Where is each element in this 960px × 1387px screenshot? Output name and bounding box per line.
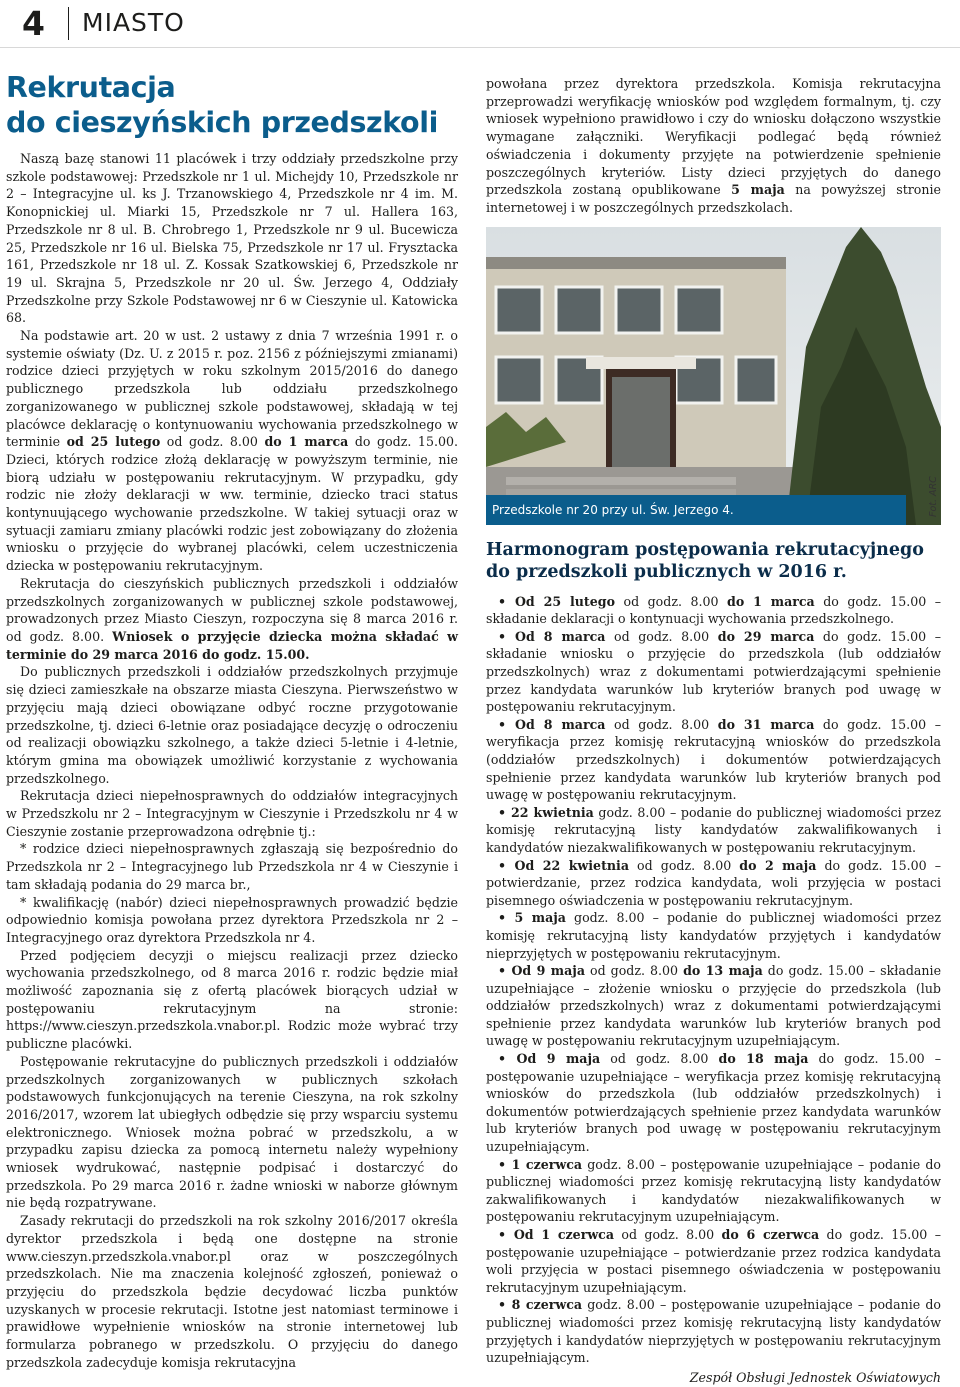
header-divider xyxy=(68,7,69,40)
article-paragraph-continued xyxy=(486,75,941,217)
bold-run: 5 maja xyxy=(514,910,566,926)
bold-run: od 25 lutego xyxy=(66,434,161,450)
bullet-icon: • xyxy=(498,628,516,644)
article-body-left xyxy=(6,150,458,1372)
bold-run: 1 czerwca xyxy=(511,1156,583,1172)
bullet-icon: • xyxy=(498,593,515,609)
text-run: Naszą bazę stanowi 11 placówek i trzy oddziały przedszkolne przy szkole podstawowej: Przedszkole nr 1 ul. Michejdy 10, Przedszkole nr 2 – Integracyjne ul. ks J. Trzanowskiego 4, Przedszkole nr 4 im. M. Konopnickiej ul. Miarki 15, Przedszkole nr 7 ul. Hallera 163, Przedszkole nr 8 ul. B. Chrobrego 1, Przedszkole nr 9 ul. Bucewicza 25, Przedszkole nr 16 ul. Bielska 75, Przedszkole nr 17 ul. Frysztacka 161, Przedszkole nr 18 ul. Z. Kossak Szatkowskiej 6, Przedszkole nr 19 ul. Skrajna 5, Przedszkole nr 20 ul. Św. Jerzego 4, Oddziały Przedszkolne przy Szkole Podstawowej nr 6 w Cieszynie ul. Katowicka 68. xyxy=(6,151,458,326)
bold-run: Od 9 maja xyxy=(511,963,585,979)
page-number: 4 xyxy=(22,4,45,43)
section-name: MIASTO xyxy=(82,8,185,37)
schedule-item xyxy=(486,1296,941,1366)
schedule-list xyxy=(486,593,941,1367)
schedule-item xyxy=(486,1156,941,1226)
text-run: od godz. 8.00 xyxy=(628,857,740,873)
text-run: do godz. 15.00 – składanie deklaracji o kontynuacji wychowania przedszkolnego. xyxy=(486,593,942,627)
text-run: od godz. 8.00 xyxy=(605,628,718,644)
bold-run: do 2 maja xyxy=(739,857,817,873)
text-run: Przed podjęciem decyzji o miejscu realizacji przez dziecko wychowania przedszkolnego, od 8 marca 2016 r. rodzic będzie miał możliwość zapoznania się z ofertą placówek biorących udział w postępowaniu rekrutacyjnym na stronie: https://www.cieszyn.przedszkola.vnabor.pl. Rodzic może wybrać trzy publiczne placówki. xyxy=(6,947,458,1052)
bullet-icon: • xyxy=(498,1227,514,1242)
schedule-item xyxy=(486,628,941,716)
bold-run: 5 maja xyxy=(731,182,785,198)
article-paragraph xyxy=(6,840,458,893)
bold-run: do 1 marca xyxy=(727,593,815,609)
schedule-item xyxy=(486,804,941,857)
text-run: od godz. 8.00 xyxy=(614,593,728,609)
text-run: od godz. 8.00 xyxy=(605,716,718,732)
bullet-icon: • xyxy=(498,1156,512,1172)
text-run: na powyższej stronie internetowej i w poszczególnych przedszkolach. xyxy=(486,182,941,215)
article-title-line1: Rekrutacja xyxy=(6,71,176,104)
text-run: powołana przez dyrektora przedszkola. Komisja rekrutacyjna przeprowadzi weryfikację wniosków pod względem formalnym, tj. czy wniosek wypełniono prawidłowo i czy do wniosku dołączono wszystkie wymagane załączniki. Weryfikacji podlegać będą również oświadczenia i dokumenty przyjęte na potwierdzenie spełnienie poszczególnych kryteriów. Listy dzieci przyjętych do danego przedszkola zostaną opublikowane xyxy=(486,76,941,198)
text-run: godz. 8.00 – podanie do publicznej wiadomości przez komisję rekrutacyjną listy kandydatów zakwalifikowanych i kandydatów niezakwalifikowanych w postępowaniu rekrutacyjnym. xyxy=(486,804,942,855)
article-right-column xyxy=(486,75,941,1387)
text-run: do godz. 15.00 – postępowanie uzupełniające – weryfikacja przez komisję rekrutacyjną wniosków do przedszkola (lub oddziałów przedszkolnych) i dokumentów potwierdzających spełnienie przez kandydata warunków lub kryteriów branych pod uwagę w postępowaniu rekrutacyjnym uzupełniającym. xyxy=(486,1051,942,1155)
article-paragraph xyxy=(6,947,458,1053)
schedule-item xyxy=(486,716,941,804)
schedule-item xyxy=(486,1226,941,1296)
text-run: godz. 8.00 – podanie do publicznej wiadomości przez komisję rekrutacyjną listy kandydatów przyjętych i kandydatów nieprzyjętych w postępowaniu rekrutacyjnym. xyxy=(486,910,942,961)
article-left-column xyxy=(6,70,458,1372)
schedule-item xyxy=(486,593,941,628)
text-run: Na podstawie art. 20 w ust. 2 ustawy z dnia 7 września 1991 r. o systemie oświaty (Dz. U. z 2015 r. poz. 2156 z późniejszymi zmianami) rodzice dzieci przyjętych w roku szkolnym 2015/2016 do danego publicznego przedszkola lub oddziału przedszkolnego zorganizowanego w publicznej szkole podstawowej, składają w tej placówce deklarację o kontynuowaniu wychowania przedszkolnego w terminie xyxy=(6,328,458,450)
article-body-right xyxy=(486,75,941,217)
article-title-line2: do cieszyńskich przedszkoli xyxy=(6,106,438,139)
bold-run: Od 8 marca xyxy=(515,716,606,732)
photo-credit: Fot. ARC xyxy=(928,475,939,517)
article-paragraph xyxy=(6,1053,458,1212)
bullet-icon: • xyxy=(498,716,516,732)
bold-run: do 18 maja xyxy=(718,1051,809,1067)
bold-run: Od 9 maja xyxy=(516,1051,601,1067)
bold-run: Wniosek o przyjęcie dziecka można składać w terminie do 29 marca 2016 do godz. 15.00. xyxy=(6,628,458,662)
bullet-icon: • xyxy=(498,910,515,926)
text-run: od godz. 8.00 xyxy=(600,1051,719,1067)
bold-run: do 13 maja xyxy=(683,963,763,979)
bold-run: Od 1 czerwca xyxy=(513,1227,614,1242)
text-run: Postępowanie rekrutacyjne do publicznych przedszkoli i oddziałów przedszkolnych zorganizowanych w publicznych szkołach podstawowych funkcjonujących na terenie Cieszyna, na rok szkolny 2016/2017, wzorem lat ubiegłych odbędzie się przy wsparciu systemu elektronicznego. Wniosek można pobrać w przedszkolu, a w przypadku zapisu dziecka za pomocą internetu należy wypełniony wniosek wydrukować, następnie podpisać i dostarczyć do przedszkola. Po 29 marca 2016 r. żadne wnioski w naborze głównym nie będą rozpatrywane. xyxy=(6,1053,458,1211)
text-run: do godz. 15.00 – składanie uzupełniające – złożenie wniosku o przyjęcie do przedszkola (lub oddziałów przedszkolnych) wraz z dokumentami potwierdzającymi spełnienie przez kandydata warunków lub kryteriów branych pod uwagę w postępowaniu rekrutacyjnym uzupełniającym. xyxy=(486,963,942,1049)
text-run: godz. 8.00 – postępowanie uzupełniające – podanie do publicznej wiadomości przez komisję rekrutacyjną listy kandydatów przyjętych i kandydatów nieprzyjętych w postępowaniu rekrutacyjnym uzupełniającym. xyxy=(486,1297,941,1366)
schedule-item xyxy=(486,857,941,910)
schedule-item xyxy=(486,909,941,962)
bullet-icon: • xyxy=(498,963,512,979)
page-header xyxy=(0,0,960,48)
text-run: do godz. 15.00. Dzieci, których rodzice złożą deklarację w powyższym terminie, nie biorą udziału w postępowaniu rekrutacyjnym. W przypadku, gdy rodzic nie złoży deklaracji w ww. terminie, dziecko traci status kontynuującego wychowanie przedszkolne. W takiej sytuacji oraz w sytuacji zamiaru zmiany placówki rodzic jest zobowiązany do złożenia wniosku o przyjęcie do wybranej placówki, celem uczestniczenia dziecka w postępowaniu rekrutacyjnym. xyxy=(6,434,458,574)
article-signature: Zespół Obsługi Jednostek Oświatowych xyxy=(689,1369,941,1385)
text-run: od godz. 8.00 xyxy=(584,963,684,979)
text-run: Zasady rekrutacji do przedszkoli na rok szkolny 2016/2017 określa dyrektor przedszkola i będą one dostępne na stronie www.cieszyn.przedszkola.vnabor.pl oraz w poszczególnych przedszkolach. Nie ma znaczenia kolejność zgłoszeń, ponieważ o przyjęciu do przedszkola będzie decydować liczba punktów uzyskanych w procesie rekrutacji. Istotne jest natomiast terminowe i prawidłowe wypełnienie wniosków na stronie internetowej lub formularza pobranego w przedszkolu. O przyjęciu do danego przedszkola zadecyduje komisja rekrutacyjna xyxy=(6,1213,458,1370)
article-paragraph xyxy=(6,150,458,327)
text-run: do godz. 15.00 – składanie wniosku o przyjęcie do przedszkola (lub oddziałów przedszkolnych) wraz z dokumentami potwierdzającymi spełnienie przez kandydata warunków lub kryteriów branych pod uwagę w postępowaniu rekrutacyjnym. xyxy=(486,628,941,715)
article-paragraph xyxy=(6,894,458,947)
bold-run: Od 25 lutego xyxy=(514,593,615,609)
bold-run: do 31 marca xyxy=(717,716,815,732)
photo-caption: Przedszkole nr 20 przy ul. Św. Jerzego 4. xyxy=(486,495,906,525)
text-run: od godz. 8.00 xyxy=(160,434,265,450)
bold-run: 22 kwietnia xyxy=(511,804,594,820)
schedule-item xyxy=(486,962,941,1050)
article-paragraph xyxy=(6,1212,458,1371)
text-run: Rekrutacja dzieci niepełnosprawnych do oddziałów integracyjnych w Przedszkolu nr 2 – Integracyjnym w Cieszynie i Przedszkolu nr 4 w Cieszynie zostanie przeprowadzona odrębnie tj.: xyxy=(6,788,458,839)
text-run: Do publicznych przedszkoli i oddziałów przedszkolnych przyjmuje się dzieci zamieszkałe na obszarze miasta Cieszyna. Pierwszeństwo w przyjęciu mają dzieci obowiązane odbyć roczne przygotowanie przedszkolne, tj. dzieci 6-letnie oraz posiadające decyzję o odroczeniu od realizacji obowiązku szkolnego, a także dzieci 5-letnie i 4-letnie, którym gmina ma obowiązek umożliwić korzystanie z wychowania przedszkolnego. xyxy=(6,664,458,786)
bold-run: do 29 marca xyxy=(717,628,815,644)
text-run: Rekrutacja do cieszyńskich publicznych przedszkoli i oddziałów przedszkolnych zorganizowanych w publicznej szkole podstawowej, prowadzonych przez Miasto Cieszyn, rozpoczyna się 8 marca 2016 r. od godz. 8.00. xyxy=(6,575,458,644)
article-paragraph xyxy=(6,663,458,787)
bullet-icon: • xyxy=(498,857,515,873)
kindergarten-photo xyxy=(486,227,941,525)
schedule-item xyxy=(486,1050,941,1156)
text-run: do godz. 15.00 – potwierdzanie, przez rodzica kandydata, woli przyjęcia w postaci pisemnego oświadczenia w postępowaniu rekrutacyjnym. xyxy=(486,857,941,908)
bullet-icon: • xyxy=(498,1297,512,1313)
bold-run: Od 8 marca xyxy=(515,628,606,644)
text-run: * rodzice dzieci niepełnosprawnych zgłaszają się bezpośrednio do Przedszkola nr 2 – Integracyjnego lub Przedszkola nr 4 w Cieszynie i tam składają podania do 29 marca br., xyxy=(6,841,458,892)
text-run: * kwalifikację (nabór) dzieci niepełnosprawnych prowadzić będzie odpowiednio komisja powołana przez dyrektora Przedszkola nr 2 – Integracyjnego oraz dyrektora Przedszkola nr 4. xyxy=(6,894,458,945)
header-rule xyxy=(0,47,960,48)
bullet-icon: • xyxy=(498,1051,517,1067)
article-title xyxy=(6,70,458,140)
text-run: godz. 8.00 – postępowanie uzupełniające – podanie do publicznej wiadomości przez komisję rekrutacyjną listy kandydatów zakwalifikowanych i kandydatów niezakwalifikowanych w postępowaniu rekrutacyjnym uzupełniającym. xyxy=(486,1156,941,1225)
article-paragraph xyxy=(6,327,458,575)
bullet-icon: • xyxy=(498,804,512,820)
bold-run: do 6 czerwca xyxy=(721,1227,820,1242)
bold-run: Od 22 kwietnia xyxy=(514,857,629,873)
text-run: do godz. 15.00 – weryfikacja przez komisję rekrutacyjną wniosków do przedszkola (oddziałów przedszkolnych) i dokumentów potwierdzających spełnienie przez kandydata warunków lub kryteriów branych pod uwagę w postępowaniu rekrutacyjnym. xyxy=(486,716,941,803)
text-run: od godz. 8.00 xyxy=(614,1227,722,1242)
bold-run: do 1 marca xyxy=(264,434,349,450)
text-run: do godz. 15.00 – postępowanie uzupełniające – potwierdzanie przez rodzica kandydata woli przyjęcia w postaci pisemnego oświadczenia w postępowaniu rekrutacyjnym uzupełniającym. xyxy=(486,1227,941,1295)
article-paragraph xyxy=(6,575,458,664)
photo-illustration xyxy=(486,227,941,525)
schedule-title: Harmonogram postępowania rekrutacyjnego do przedszkoli publicznych w 2016 r. xyxy=(486,539,924,582)
article-paragraph xyxy=(6,787,458,840)
bold-run: 8 czerwca xyxy=(511,1297,583,1313)
